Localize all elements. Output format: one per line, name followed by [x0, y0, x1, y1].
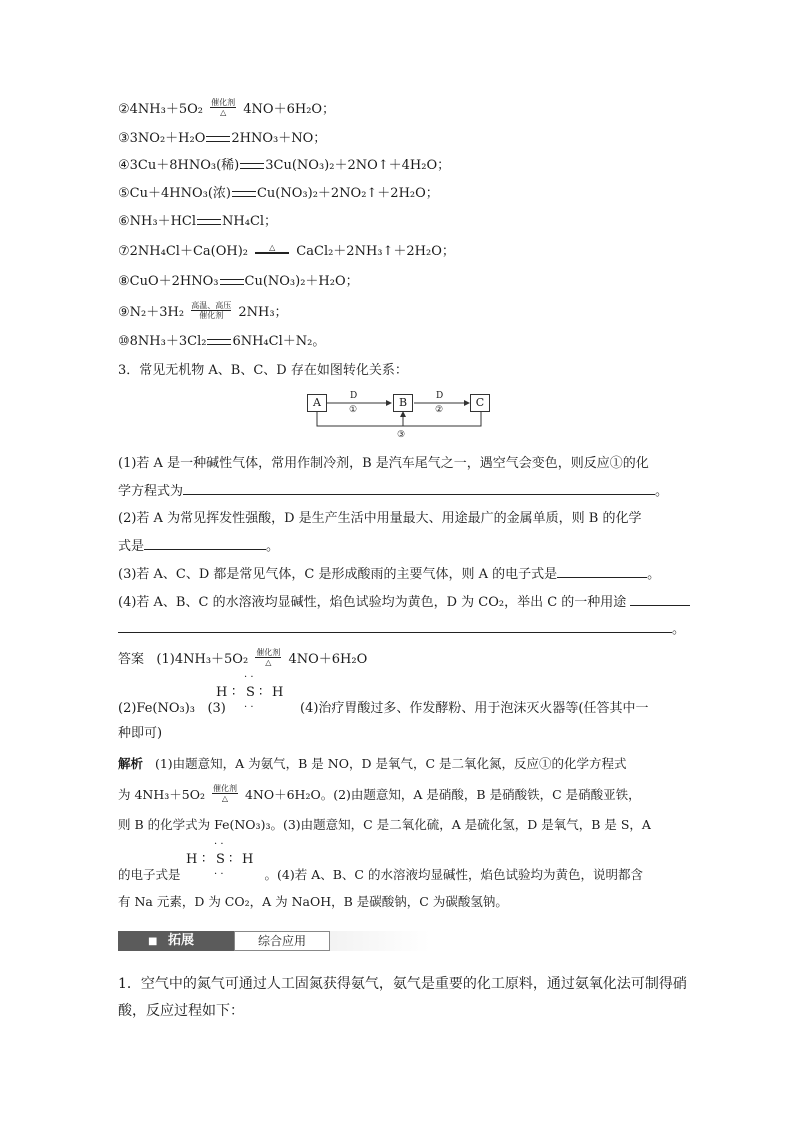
eq-number: ⑩ [118, 334, 130, 349]
answer-label: 答案 [118, 652, 145, 667]
reaction-condition [212, 784, 238, 803]
answer-blank-1[interactable] [183, 480, 655, 495]
electron-pair-right: ∶ [229, 852, 233, 867]
analysis-text: 为 4NH₃＋5O₂ [118, 787, 205, 802]
electron-dot-formula-answer [216, 673, 288, 713]
hydrogen-left: H [216, 685, 228, 700]
answer-2: (2)Fe(NO₃)₃ [118, 701, 196, 716]
eq-number: ⑦ [118, 244, 130, 259]
electron-pair-bottom: · · [244, 702, 254, 713]
eq-number: ⑧ [118, 274, 130, 289]
section-header-subtitle: 综合应用 [234, 931, 330, 951]
eq-number: ⑤ [118, 186, 130, 201]
electron-pair-top: · · [244, 672, 254, 683]
answer-blank-4b[interactable] [118, 618, 672, 633]
equation-7 [118, 243, 455, 261]
sulfur-atom: S [246, 685, 255, 700]
eq-lhs: CuO＋2HNO₃ [129, 274, 219, 289]
electron-pair-left: ∶ [232, 685, 236, 700]
question-3-stem: 3．常见无机物 A、B、C、D 存在如图转化关系： [118, 363, 408, 378]
condition-bottom: △ [220, 108, 227, 117]
period: 。 [672, 622, 686, 637]
eq-lhs: 3NO₂＋H₂O [129, 131, 206, 146]
eq-rhs: 2HNO₃＋NO； [231, 131, 327, 146]
equation-2 [118, 100, 335, 119]
reaction-2-label: ② [435, 405, 444, 415]
analysis-text: 4NO＋6H₂O。(2)由题意知，A 是硝酸，B 是硝酸铁，C 是硝酸亚铁， [244, 787, 641, 802]
eq-rhs: 6NH₄Cl＋N₂。 [232, 334, 326, 349]
condition-top: 催化剂 [212, 784, 237, 793]
part-1-line-a: (1)若 A 是一种碱性气体，常用作制冷剂，B 是汽车尾气之一，遇空气会变色，则反应①的化 [118, 456, 649, 471]
section-header-title [118, 931, 234, 951]
part-4-line-a [118, 591, 690, 612]
period: 。 [655, 484, 669, 499]
condition-top: 催化剂 [256, 648, 281, 657]
period: 。 [266, 539, 280, 554]
reaction-3-label: ③ [397, 430, 406, 440]
reaction-condition [210, 98, 236, 117]
hydrogen-right: H [272, 685, 284, 700]
node-b: B [393, 394, 413, 412]
part-4-line-b [118, 618, 685, 639]
eq-rhs: NH₄Cl； [222, 214, 278, 229]
equation-9 [118, 303, 288, 322]
eq-rhs: 3Cu(NO₃)₂＋2NO↑＋4H₂O； [265, 158, 451, 173]
condition-top: 高温、高压 [191, 301, 232, 310]
analysis-line-5: 有 Na 元素，D 为 CO₂，A 为 NaOH，B 是碳酸钠，C 为碳酸氢钠。 [118, 894, 508, 909]
reaction-condition [191, 301, 231, 320]
hydrogen-right: H [242, 852, 254, 867]
equation-4 [118, 157, 450, 175]
eq-rhs: 2NH₃； [238, 305, 288, 320]
part-1-line-b [118, 480, 668, 501]
condition-bottom: 催化剂 [199, 311, 224, 320]
answer-blank-2[interactable] [144, 535, 266, 550]
eq-lhs: 8NH₃＋3Cl₂ [129, 334, 207, 349]
equation-8 [118, 273, 359, 291]
eq-number: ③ [118, 131, 130, 146]
analysis-line-4 [118, 866, 643, 884]
question-1-line-2: 酸，反应过程如下： [118, 1003, 244, 1019]
analysis-line-2 [118, 786, 641, 805]
equals-sign [197, 219, 221, 225]
electron-pair-left: ∶ [202, 852, 206, 867]
eq-rhs: Cu(NO₃)₂＋H₂O； [244, 274, 359, 289]
question-1-line-1: 1．空气中的氮气可通过人工固氮获得氨气，氨气是重要的化工原料，通过氨氧化法可制得硝 [118, 976, 687, 992]
reaction-1-label: ① [349, 405, 358, 415]
arrow-label-d1: D [350, 391, 358, 401]
condition-bottom: △ [265, 658, 272, 667]
eq-number: ⑥ [118, 214, 130, 229]
analysis-line-3: 则 B 的化学式为 Fe(NO₃)₃。(3)由题意知，C 是二氧化硫，A 是硫化氢，D 是氧气，B 是 S，A [118, 817, 651, 832]
condition-top: △ [269, 243, 276, 252]
equals-sign [220, 279, 244, 285]
equation-6 [118, 213, 277, 231]
eq-lhs: N₂＋3H₂ [129, 305, 185, 320]
equals-sign [232, 191, 256, 197]
eq-lhs: Cu＋4HNO₃(浓) [129, 186, 231, 201]
part-4-text: (4)若 A、B、C 的水溶液均显碱性，焰色试验均为黄色，D 为 CO₂，举出 C 的一种用途 [118, 595, 627, 610]
answer-3-label: (3) [207, 701, 226, 716]
part-2-line-a: (2)若 A 为常见挥发性强酸，D 是生产生活中用量最大、用途最广的金属单质，则 B 的化学 [118, 511, 642, 526]
analysis-text: (1)由题意知，A 为氨气，B 是 NO，D 是氧气，C 是二氧化氮，反应①的化学方程式 [154, 756, 627, 771]
reaction-condition [255, 648, 281, 667]
conversion-diagram [300, 390, 500, 442]
electron-pair-top: · · [214, 839, 224, 850]
eq-number: ② [118, 102, 130, 117]
period: 。 [647, 567, 661, 582]
electron-pair-bottom: · · [214, 869, 224, 880]
node-a: A [307, 394, 327, 412]
condition-bottom: △ [221, 794, 229, 803]
eq-lhs: 4NH₃＋5O₂ [129, 102, 203, 117]
analysis-text: 。(4)若 A、B、C 的水溶液均显碱性，焰色试验均为黄色，说明都含 [264, 867, 643, 882]
equals-sign [207, 339, 231, 345]
analysis-text: 的电子式是 [118, 867, 181, 882]
answer-blank-3[interactable] [557, 563, 647, 578]
eq-lhs: 2NH₄Cl＋Ca(OH)₂ [129, 244, 249, 259]
part-2-line-b [118, 535, 279, 556]
part-1-text: 学方程式为 [118, 484, 184, 499]
eq-lhs: 3Cu＋8HNO₃(稀) [129, 158, 240, 173]
equals-sign [240, 163, 264, 169]
equation-10 [118, 333, 325, 351]
hydrogen-left: H [186, 852, 198, 867]
equation-3 [118, 130, 326, 148]
part-2-text: 式是 [118, 539, 145, 554]
arrow-label-d2: D [436, 391, 444, 401]
equation-5 [118, 185, 439, 203]
condition-top: 催化剂 [211, 98, 236, 107]
analysis-line-1 [118, 755, 627, 773]
answer-1-lhs: (1)4NH₃＋5O₂ [156, 652, 249, 667]
square-icon: ■ [148, 936, 158, 947]
eq-lhs: NH₃＋HCl [129, 214, 197, 229]
sulfur-atom: S [216, 852, 225, 867]
answer-blank-4a[interactable] [630, 591, 690, 606]
reaction-condition [255, 243, 289, 256]
equals-sign [206, 136, 230, 142]
answer-4-line-a: (4)治疗胃酸过多、作发酵粉、用于泡沫灭火器等(任答其中一 [300, 701, 649, 716]
analysis-label: 解析 [118, 756, 144, 771]
answer-4-line-b: 种即可) [118, 726, 163, 741]
part-3-text: (3)若 A、C、D 都是常见气体，C 是形成酸雨的主要气体，则 A 的电子式是 [118, 567, 558, 582]
electron-pair-right: ∶ [259, 685, 263, 700]
section-title: 拓展 [167, 933, 194, 948]
answer-line-2 [118, 700, 226, 718]
answer-1-rhs: 4NO＋6H₂O [288, 652, 368, 667]
node-c: C [470, 394, 490, 412]
eq-rhs: 4NO＋6H₂O； [243, 102, 336, 117]
part-3-line [118, 563, 660, 584]
eq-number: ④ [118, 158, 130, 173]
eq-number: ⑨ [118, 305, 130, 320]
eq-rhs: CaCl₂＋2NH₃↑＋2H₂O； [296, 244, 455, 259]
eq-rhs: Cu(NO₃)₂＋2NO₂↑＋2H₂O； [256, 186, 439, 201]
answer-line-1 [118, 650, 367, 669]
